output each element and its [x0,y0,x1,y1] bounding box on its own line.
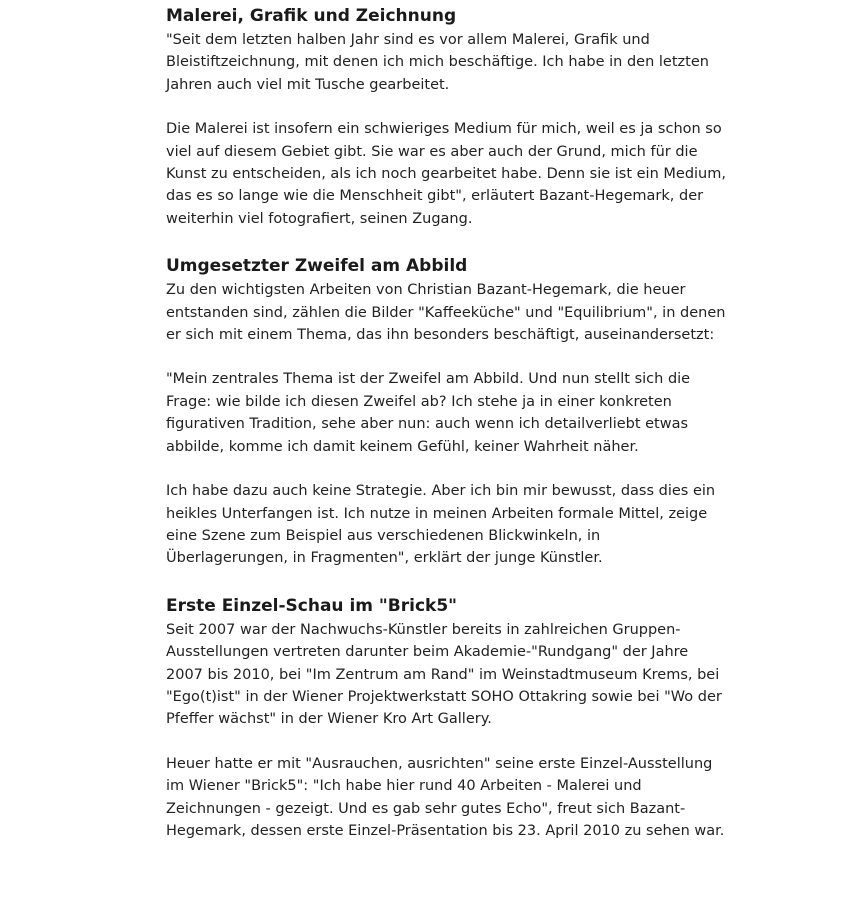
section-heading: Erste Einzel-Schau im "Brick5" [166,595,458,616]
paragraph: Ich habe dazu auch keine Strategie. Aber ich bin mir bewusst, dass dies ein heikles Unterfangen ist. Ich nutze in meinen Arbeiten formale Mittel, zeige eine Szene zum Beispiel aus verschiedenen Blickwinkeln, in Überlagerungen, in Fragmenten", erklärt der junge Künstler. [166,483,716,567]
paragraph: "Mein zentrales Thema ist der Zweifel am Abbild. Und nun stellt sich die Frage: wie bilde ich diesen Zweifel ab? Ich stehe ja in einer konkreten figurativen Tradition, sehe aber nun: auch wenn ich detailverliebt etwas abbilde, komme ich damit keinem Gefühl, keiner Wahrheit näher. [166,371,691,455]
paragraph: Zu den wichtigsten Arbeiten von Christian Bazant-Hegemark, die heuer entstanden sind, zählen die Bilder "Kaffeeküche" und "Equilibrium", in denen er sich mit einem Thema, das ihn besonders beschäftigt, auseinandersetzt: [166,282,726,344]
paragraph: Seit 2007 war der Nachwuchs-Künstler bereits in zahlreichen Gruppen-Ausstellungen vertreten darunter beim Akademie-"Rundgang" der Jahre 2007 bis 2010, bei "Im Zentrum am Rand" im Weinstadtmuseum Krems, bei "Ego(t)ist" in der Wiener Projektwerkstatt SOHO Ottakring sowie bei "Wo der Pfeffer wächst" in der Wiener Kro Art Gallery. [166,621,722,728]
section-heading: Umgesetzter Zweifel am Abbild [166,256,468,277]
section-einzel-schau [166,593,726,843]
paragraph: "Seit dem letzten halben Jahr sind es vor allem Malerei, Grafik und Bleistiftzeichnung, mit denen ich mich beschäftige. Ich habe in den letzten Jahren auch viel mit Tusche gearbeitet. [166,32,709,93]
paragraph: Die Malerei ist insofern ein schwieriges Medium für mich, weil es ja schon so viel auf diesem Gebiet gibt. Sie war es aber auch der Grund, mich für die Kunst zu entscheiden, als ich noch gearbeitet habe. Denn sie ist ein Medium, das es so lange wie die Menschheit gibt", erläutert Bazant-Hegemark, der weiterhin viel fotografiert, seinen Zugang. [166,121,726,227]
section-zweifel [166,253,726,569]
article-body [166,3,726,865]
section-malerei [166,3,726,230]
paragraph: Heuer hatte er mit "Ausrauchen, ausrichten" seine erste Einzel-Ausstellung im Wiener "Brick5": "Ich habe hier rund 40 Arbeiten - Malerei und Zeichnungen - gezeigt. Und es gab sehr gutes Echo", freut sich Bazant-Hegemark, dessen erste Einzel-Präsentation bis 23. April 2010 zu sehen war. [166,755,725,839]
section-heading: Malerei, Grafik und Zeichnung [166,6,457,26]
